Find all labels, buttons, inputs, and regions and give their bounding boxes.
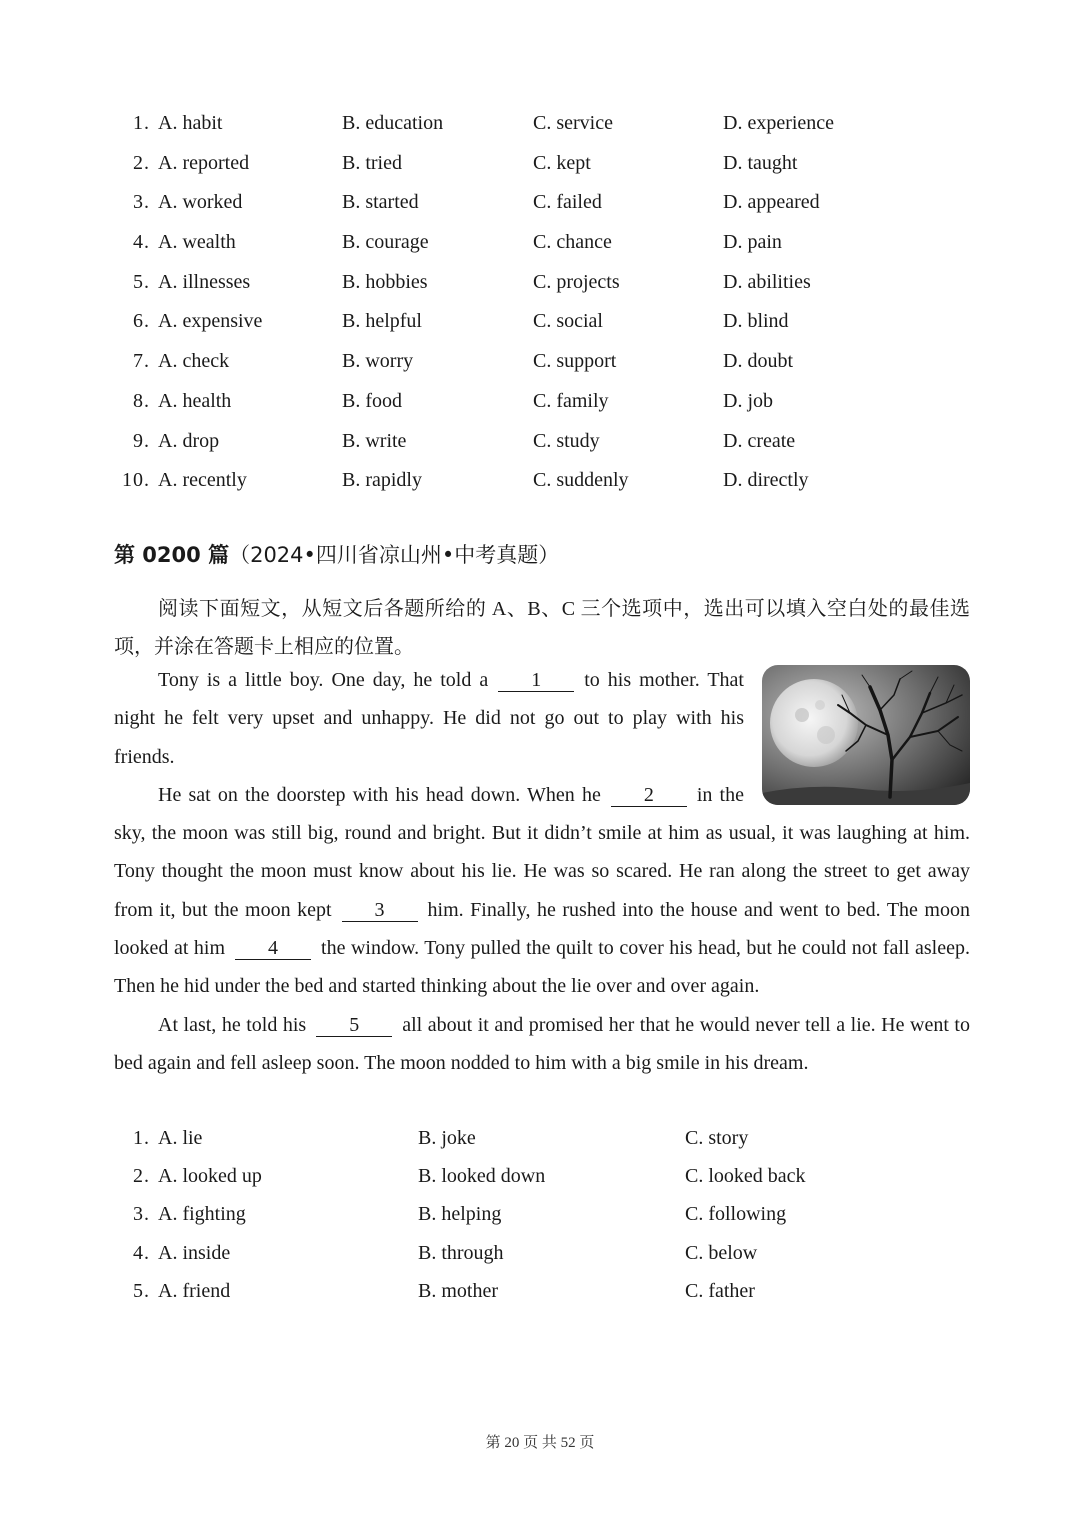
- option-b: B. through: [418, 1241, 504, 1264]
- passage-paragraph-2: He sat on the doorstep with his head down. When he 2 in the sky, the moon was still big, round and bright. But it didn’t smile at him as usual, it was laughing at him. Tony thought the moon must know about his lie. He was so scared. He ran along the street to get away from it, but the moon kept 3 him. Finally, he rushed into the house and went to bed. The moon looked at him 4 the window. Tony pulled the quilt to cover his head, but he could not fall asleep. Then he hid under the bed and started thinking about the lie over and over again.: [114, 783, 970, 998]
- question-number: 9.: [133, 429, 150, 452]
- option-b: B. mother: [418, 1279, 498, 1302]
- option-a: A. reported: [158, 151, 250, 174]
- instructions: 阅读下面短文，从短文后各题所给的 A、B、C 三个选项中，选出可以填入空白处的最佳选项，并涂在答题卡上相应的位置。: [114, 598, 970, 658]
- question-number: 1.: [133, 112, 150, 134]
- option-d: D. job: [723, 389, 773, 412]
- question-number: 2.: [133, 151, 150, 174]
- option-b: B. looked down: [418, 1165, 546, 1188]
- passage: [114, 661, 970, 1082]
- option-c: C. study: [533, 429, 600, 452]
- option-b: B. education: [342, 112, 444, 134]
- option-b: B. helping: [418, 1203, 502, 1226]
- option-a: A. friend: [158, 1279, 231, 1302]
- option-d: D. doubt: [723, 350, 793, 373]
- option-a: A. habit: [158, 112, 223, 134]
- option-a: A. inside: [158, 1241, 231, 1264]
- option-b: B. courage: [342, 231, 429, 254]
- option-c: C. below: [685, 1241, 758, 1264]
- option-d: D. blind: [723, 310, 789, 333]
- option-b: B. tried: [342, 151, 402, 174]
- question-number: 7.: [133, 350, 150, 373]
- option-b: B. started: [342, 191, 419, 214]
- option-b: B. helpful: [342, 310, 422, 333]
- option-b: B. write: [342, 429, 407, 452]
- option-c: C. father: [685, 1279, 755, 1302]
- option-a: A. expensive: [158, 310, 263, 333]
- option-c: C. chance: [533, 231, 612, 254]
- option-d: D. appeared: [723, 191, 820, 214]
- option-c: C. following: [685, 1203, 787, 1226]
- option-c: C. support: [533, 350, 617, 373]
- option-d: D. create: [723, 429, 796, 452]
- option-b: B. joke: [418, 1127, 476, 1149]
- question-number: 3.: [133, 191, 150, 214]
- question-number: 5.: [133, 270, 150, 293]
- option-d: D. abilities: [723, 270, 811, 293]
- option-d: D. experience: [723, 112, 835, 134]
- option-a: A. check: [158, 350, 230, 373]
- option-c: C. looked back: [685, 1165, 806, 1188]
- option-c: C. failed: [533, 191, 602, 214]
- option-b: B. worry: [342, 350, 414, 373]
- option-b: B. rapidly: [342, 469, 422, 492]
- question-number: 3.: [133, 1203, 150, 1226]
- option-a: A. fighting: [158, 1203, 246, 1226]
- section-title: [114, 543, 559, 568]
- option-a: A. lie: [158, 1127, 203, 1149]
- page-footer: 第 20 页 共 52 页: [485, 1435, 595, 1451]
- option-a: A. recently: [158, 469, 247, 492]
- blank-5: 5: [316, 1014, 392, 1037]
- section-source: （2024•四川省凉山州•中考真题）: [229, 543, 560, 567]
- option-a: A. worked: [158, 191, 243, 214]
- moon-tree-illustration: [762, 665, 970, 805]
- blank-3: 3: [342, 899, 418, 922]
- option-c: C. social: [533, 310, 603, 333]
- option-a: A. health: [158, 389, 232, 412]
- option-a: A. wealth: [158, 231, 236, 254]
- passage-paragraph-3: At last, he told his 5 all about it and promised her that he would never tell a lie. He went to bed again and fell asleep soon. The moon nodded to him with a big smile in his dream.: [114, 1013, 970, 1074]
- section-number: 第 0200 篇: [114, 543, 230, 567]
- option-a: A. looked up: [158, 1165, 262, 1188]
- option-c: C. suddenly: [533, 469, 629, 492]
- blank-2: 2: [611, 784, 687, 807]
- option-a: A. illnesses: [158, 270, 251, 293]
- option-c: C. kept: [533, 151, 591, 174]
- question-number: 5.: [133, 1279, 150, 1302]
- option-b: B. food: [342, 389, 402, 412]
- question-number: 1.: [133, 1127, 150, 1149]
- question-number: 2.: [133, 1165, 150, 1188]
- option-a: A. drop: [158, 429, 220, 452]
- option-c: C. service: [533, 112, 613, 134]
- option-d: D. directly: [723, 469, 809, 492]
- option-c: C. projects: [533, 270, 620, 293]
- question-number: 4.: [133, 231, 150, 254]
- question-number: 6.: [133, 310, 150, 333]
- option-d: D. pain: [723, 231, 782, 254]
- question-number: 4.: [133, 1241, 150, 1264]
- option-d: D. taught: [723, 151, 798, 174]
- passage-paragraph-1: Tony is a little boy. One day, he told a 1 to his mother. That night he felt very upset and unhappy. He did not go out to play with his friends.: [114, 669, 744, 768]
- question-number: 10.: [122, 469, 150, 492]
- question-number: 8.: [133, 389, 150, 412]
- option-c: C. family: [533, 389, 609, 412]
- option-b: B. hobbies: [342, 270, 428, 293]
- blank-1: 1: [498, 669, 574, 692]
- blank-4: 4: [235, 937, 311, 960]
- option-c: C. story: [685, 1127, 749, 1149]
